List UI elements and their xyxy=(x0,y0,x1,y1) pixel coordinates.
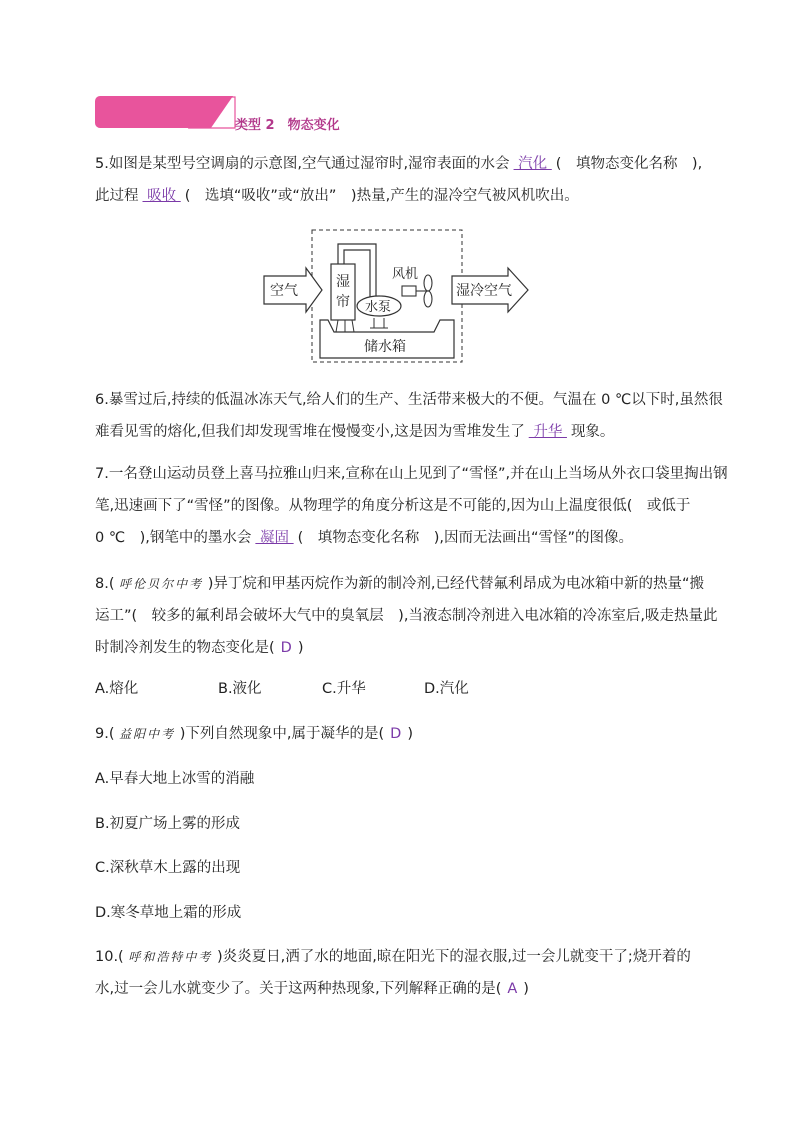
option-d: D.寒冬草地上霜的形成 xyxy=(95,905,242,921)
option-a: A.早春大地上冰雪的消融 xyxy=(95,771,255,787)
question-7-line-3: 0 ℃ ),钢笔中的墨水会 凝固 ( 填物态变化名称 ),因而无法画出“雪怪”的图像。 xyxy=(95,530,634,546)
question-10-line-2: 水,过一会儿水就变少了。关于这两种热现象,下列解释正确的是( A ) xyxy=(95,981,529,997)
option-d: D.汽化 xyxy=(424,681,469,697)
question-8-line-1: 8.( 呼伦贝尔中考 )异丁烷和甲基丙烷作为新的制冷剂,已经代替氟利昂成为电冰箱中新的热量“搬 xyxy=(95,576,705,592)
section-type-label: 类型 2 物态变化 xyxy=(235,118,340,133)
question-10-line-1: 10.( 呼和浩特中考 )炎炎夏日,洒了水的地面,晾在阳光下的湿衣服,过一会儿就变干了;烧开着的 xyxy=(95,949,691,965)
answer-blank: 吸收 xyxy=(142,188,181,204)
exam-source: 呼和浩特中考 xyxy=(128,950,213,964)
fan-blade-icon xyxy=(424,275,432,291)
answer-choice: A xyxy=(507,981,518,997)
question-8-line-2: 运工”( 较多的氟利昂会破坏大气中的臭氧层 ),当液态制冷剂进入电冰箱的冷冻室后,吸走热量此 xyxy=(95,608,718,624)
question-6-line-2: 难看见雪的熔化,但我们却发现雪堆在慢慢变小,这是因为雪堆发生了 升华 现象。 xyxy=(95,424,615,440)
answer-blank: 汽化 xyxy=(513,156,552,172)
option-c: C.升华 xyxy=(322,681,366,697)
air-out-label: 湿冷空气 xyxy=(456,283,512,299)
option-a: A.熔化 xyxy=(95,681,139,697)
question-7-line-2: 笔,迅速画下了“雪怪”的图像。从物理学的角度分析这是不可能的,因为山上温度很低( 或低于 xyxy=(95,498,691,514)
answer-blank: 凝固 xyxy=(255,530,294,546)
question-5-line-1: 5.如图是某型号空调扇的示意图,空气通过湿帘时,湿帘表面的水会 汽化 ( 填物态变化名称 ), xyxy=(95,156,703,172)
water-tank-label: 储水箱 xyxy=(364,339,406,355)
exam-source: 益阳中考 xyxy=(119,727,176,741)
question-5-line-2: 此过程 吸收 ( 选填“吸收”或“放出” )热量,产生的湿冷空气被风机吹出。 xyxy=(95,188,579,204)
wet-curtain xyxy=(331,264,355,320)
option-b: B.初夏广场上雾的形成 xyxy=(95,816,241,832)
answer-choice: D xyxy=(390,726,402,742)
fan-label: 风机 xyxy=(392,267,419,282)
section-header xyxy=(95,96,355,133)
option-b: B.液化 xyxy=(218,681,262,697)
question-7-line-1: 7.一名登山运动员登上喜马拉雅山归来,宣称在山上见到了“雪怪”,并在山上当场从外衣口袋里掏出钢 xyxy=(95,466,728,482)
wet-curtain-label-2: 帘 xyxy=(336,294,350,310)
air-in-label: 空气 xyxy=(270,283,298,299)
air-cooler-diagram xyxy=(262,228,532,364)
wet-curtain-label-1: 湿 xyxy=(336,274,350,290)
question-6-line-1: 6.暴雪过后,持续的低温冰冻天气,给人们的生产、生活带来极大的不便。气温在 0 ℃以下时,虽然很 xyxy=(95,392,723,408)
option-c: C.深秋草木上露的出现 xyxy=(95,860,241,876)
question-9: 9.( 益阳中考 )下列自然现象中,属于凝华的是( D ) xyxy=(95,726,414,742)
answer-choice: D xyxy=(280,640,292,656)
answer-blank: 升华 xyxy=(528,424,567,440)
question-8-line-3: 时制冷剂发生的物态变化是( D ) xyxy=(95,640,304,656)
exam-source: 呼伦贝尔中考 xyxy=(119,577,204,591)
header-tab-outline xyxy=(187,96,237,130)
water-pump-label: 水泵 xyxy=(365,300,392,315)
fan-motor xyxy=(402,286,416,296)
